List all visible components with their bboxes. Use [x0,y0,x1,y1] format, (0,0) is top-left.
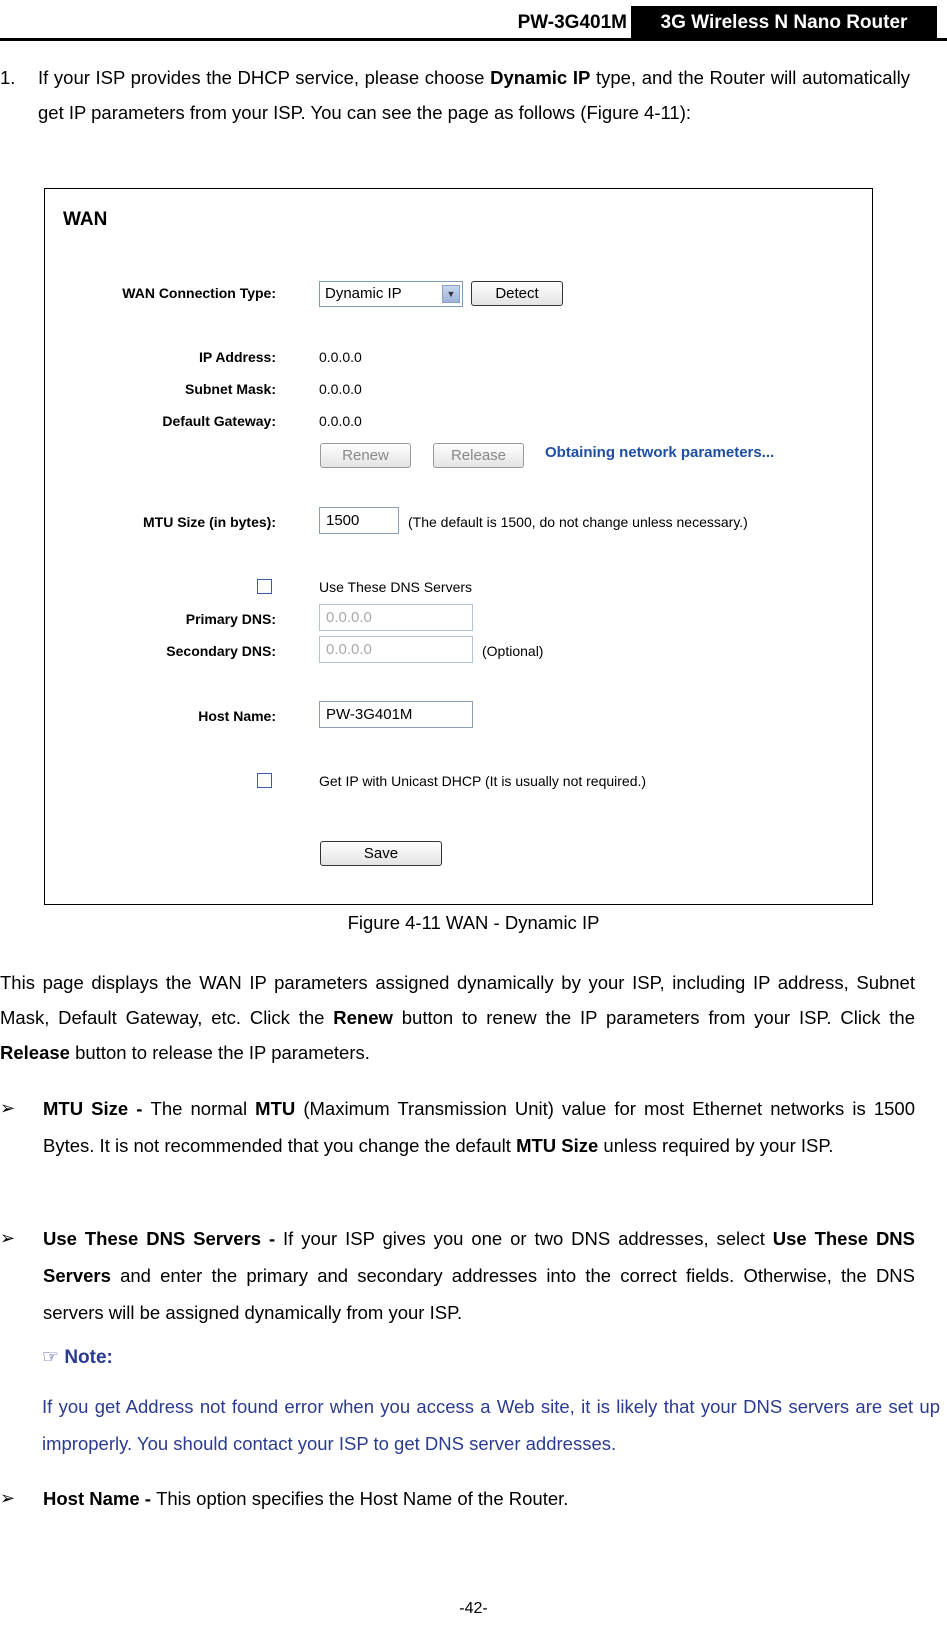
intro-bold: Dynamic IP [490,67,591,88]
release-button[interactable]: Release [433,443,524,468]
mtu-size-input[interactable]: 1500 [319,507,399,534]
description-text-3: button to release the IP parameters. [69,1042,370,1063]
use-dns-checkbox[interactable] [257,579,272,594]
bullet-arrow-icon: ➢ [0,1098,16,1118]
note-text: If you get Address not found error when you access a Web site, it is likely that your DNS servers are set up improperly. You should contact your ISP to get DNS server addresses. [42,1396,940,1454]
figure-caption: Figure 4-11 WAN - Dynamic IP [347,912,600,933]
use-dns-label: Use These DNS Servers [319,579,473,595]
bullet-arrow-icon: ➢ [0,1228,16,1248]
bullet-dns [0,1220,915,1331]
mtu-size-label: MTU Size (in bytes): [142,514,276,530]
save-button[interactable]: Save [320,841,442,866]
header-model: PW-3G401M [517,12,627,33]
connection-type-label: WAN Connection Type: [122,285,276,301]
header-rule [0,38,947,41]
primary-dns-label: Primary DNS: [185,611,276,627]
chevron-down-icon[interactable]: ▼ [442,285,460,303]
intro-text-2: type, and the Router will automatically get IP parameters from your ISP. You can see the page as follows (Figure 4-11): [38,67,910,123]
bullet-mtu [0,1090,915,1164]
mtu-hint: (The default is 1500, do not change unless necessary.) [408,514,748,530]
host-name-label: Host Name: [198,708,276,724]
bullet-dns-text-1: If your ISP gives you one or two DNS addresses, select [283,1228,773,1249]
bullet-mtu-bold-1: MTU [255,1098,296,1119]
optional-hint: (Optional) [482,643,544,659]
default-gateway-label: Default Gateway: [162,413,276,429]
bullet-mtu-bold-2: MTU Size [516,1135,599,1156]
subnet-mask-label: Subnet Mask: [184,381,276,397]
description-text-2: button to renew the IP parameters from your ISP. Click the [392,1007,916,1028]
secondary-dns-label: Secondary DNS: [166,643,276,659]
wan-figure [44,188,873,905]
note-title-text: Note: [64,1347,113,1368]
bullet-mtu-text-2: (Maximum Transmission Unit) value for most Ethernet networks is 1500 Bytes. It is not recommended that you change the default [43,1098,915,1156]
note-title [42,1346,113,1369]
status-text: Obtaining network parameters... [545,444,775,461]
secondary-dns-input[interactable]: 0.0.0.0 [319,636,473,663]
ip-address-value: 0.0.0.0 [319,349,362,365]
description-text-1: This page displays the WAN IP parameters assigned dynamically by your ISP, including IP address, Subnet Mask, Default Gateway, etc. Click the [0,972,915,1028]
primary-dns-input[interactable]: 0.0.0.0 [319,604,473,631]
bullet-host-text-1: This option specifies the Host Name of the Router. [156,1488,569,1509]
description-paragraph [0,965,915,1070]
bullet-host-term: Host Name - [43,1488,157,1509]
connection-type-value: Dynamic IP [325,285,402,302]
intro-text-1: If your ISP provides the DHCP service, please choose [38,67,491,88]
description-release: Release [0,1042,70,1063]
unicast-dhcp-label: Get IP with Unicast DHCP (It is usually not required.) [319,773,647,789]
host-name-input[interactable]: PW-3G401M [319,701,473,728]
bullet-mtu-text-3: unless required by your ISP. [598,1135,834,1156]
renew-button[interactable]: Renew [320,443,411,468]
bullet-host [0,1480,915,1517]
ip-address-label: IP Address: [198,349,276,365]
bullet-mtu-term: MTU Size - [43,1098,151,1119]
connection-type-select[interactable] [319,281,463,307]
wan-title: WAN [63,209,108,230]
detect-button[interactable]: Detect [471,281,563,306]
default-gateway-value: 0.0.0.0 [319,413,362,429]
header-product-title: 3G Wireless N Nano Router [631,6,937,39]
pointing-hand-icon: ☞ [42,1347,60,1368]
bullet-dns-text-2: and enter the primary and secondary addresses into the correct fields. Otherwise, the DNS servers will be assigned dynamically from your ISP. [43,1265,915,1323]
page-number: -42- [459,1600,488,1617]
page-header [0,0,947,42]
description-renew: Renew [333,1007,393,1028]
subnet-mask-value: 0.0.0.0 [319,381,362,397]
unicast-dhcp-checkbox[interactable] [257,773,272,788]
intro-paragraph [0,60,910,130]
bullet-mtu-text-1: The normal [150,1098,256,1119]
intro-number: 1. [0,67,16,88]
bullet-dns-bold-1: Use These DNS Servers [43,1228,916,1286]
bullet-dns-term: Use These DNS Servers - [43,1228,284,1249]
bullet-arrow-icon: ➢ [0,1488,16,1508]
